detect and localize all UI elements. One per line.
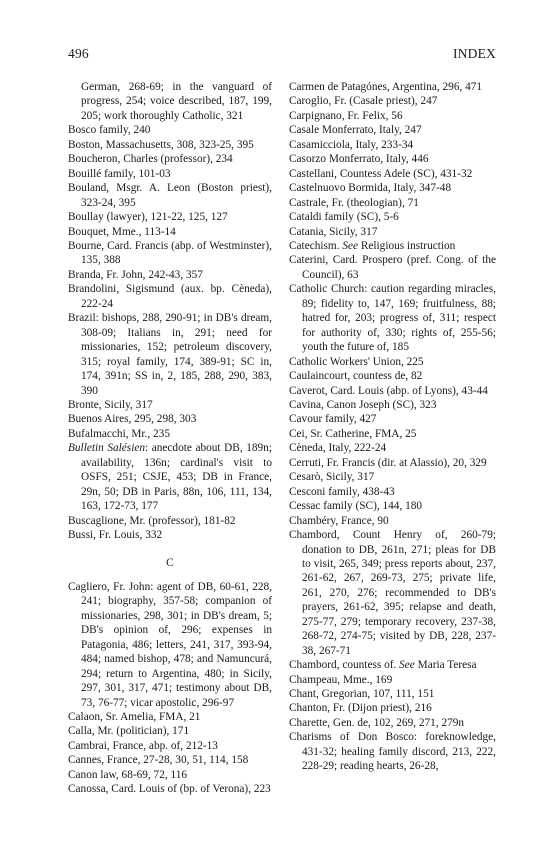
index-entry <box>68 753 272 767</box>
entry-text: Canossa, Card. Louis of (bp. of Verona), 223 <box>68 783 271 796</box>
index-entry <box>289 369 496 383</box>
index-entry <box>289 730 496 773</box>
entry-text: Cei, Sr. Catherine, FMA, 25 <box>289 427 417 440</box>
entry-text: Catechism. <box>289 239 343 252</box>
index-entry <box>289 398 496 412</box>
index-entry <box>289 687 496 701</box>
index-entry <box>289 225 496 239</box>
entry-text: Boullay (lawyer), 121-22, 125, 127 <box>68 211 228 224</box>
index-entry <box>289 470 496 484</box>
index-entry <box>289 80 496 94</box>
index-entry <box>289 456 496 470</box>
index-entry <box>68 311 272 398</box>
letter-heading: C <box>166 556 174 569</box>
entry-text: Calla, Mr. (politician), 171 <box>68 725 190 738</box>
index-entry <box>68 181 272 210</box>
entry-text: German, 268-69; in the vanguard of progress, 254; voice described, 187, 199, 205; work thoroughly Catholic, 321 <box>81 81 272 122</box>
entry-text: Brandolini, Sigismund (aux. bp. Cèneda), 222-24 <box>68 283 272 310</box>
index-entry-continuation <box>68 80 272 123</box>
entry-text: Cerruti, Fr. Francis (dir. at Alassio), 20, 329 <box>289 456 487 469</box>
entry-text: Cesconi family, 438-43 <box>289 485 395 498</box>
index-entry <box>68 580 272 710</box>
entry-text: Cataldi family (SC), 5-6 <box>289 211 399 224</box>
index-entry <box>289 514 496 528</box>
index-entry <box>68 528 272 542</box>
entry-text: Brazil: bishops, 288, 290-91; in DB's dream, 308-09; Italians in, 291; need for missionaries, 152; petroleum discovery, 315; royal family, 174, 389-91; SC in, 174, 391n; SS in, 2, 185, 288, 290, 383, 390 <box>68 312 272 397</box>
entry-text: Bouillé family, 101-03 <box>68 167 171 180</box>
entry-text: Casale Monferrato, Italy, 247 <box>289 124 422 137</box>
index-entry <box>289 196 496 210</box>
entry-text: Charisms of Don Bosco: foreknowledge, 431-32; healing family discord, 213, 222, 228-29; reading hearts, 26-28, <box>289 731 496 773</box>
entry-text: Carpignano, Fr. Felix, 56 <box>289 109 403 122</box>
entry-text: Castrale, Fr. (theologian), 71 <box>289 196 419 209</box>
index-entry <box>289 427 496 441</box>
index-column-left <box>68 80 272 797</box>
entry-text: Catania, Sicily, 317 <box>289 225 378 238</box>
see-reference: See <box>399 659 415 672</box>
index-entry <box>68 412 272 426</box>
entry-text: Boucheron, Charles (professor), 234 <box>68 153 233 166</box>
index-entry <box>289 282 496 354</box>
see-target: Religious instruction <box>358 239 456 252</box>
entry-text: Cessac family (SC), 144, 180 <box>289 500 423 513</box>
index-entry <box>289 123 496 137</box>
index-entry <box>289 716 496 730</box>
index-entry <box>68 398 272 412</box>
index-entry <box>289 253 496 282</box>
entry-text: Cambrai, France, abp. of, 212-13 <box>68 739 218 752</box>
entry-text: Cèneda, Italy, 222-24 <box>289 442 387 455</box>
entry-text: Chambord, Count Henry of, 260-79; donation to DB, 261n, 271; pleas for DB to visit, 265, 349; press reports about, 237, 261-62, 267, 269-73, 275; private life, 261, 270, 276; recommended to DB's prayers, 261-62, 395; relapse and death, 275-77, 279; temporary recovery, 237-38, 268-72, 274-75; visited by DB, 228, 237-38, 267-71 <box>289 529 496 657</box>
index-entry <box>289 239 496 253</box>
entry-text: Caroglio, Fr. (Casale priest), 247 <box>289 95 438 108</box>
index-entry <box>68 782 272 796</box>
entry-text: Cesarò, Sicily, 317 <box>289 471 375 484</box>
index-entry <box>289 412 496 426</box>
index-entry <box>68 138 272 152</box>
index-entry <box>289 109 496 123</box>
entry-text: Charette, Gen. de, 102, 269, 271, 279n <box>289 716 465 729</box>
entry-text: Cannes, France, 27-28, 30, 51, 114, 158 <box>68 754 249 767</box>
entry-text: Buscaglione, Mr. (professor), 181-82 <box>68 514 236 527</box>
entry-text: Casorzo Monferrato, Italy, 446 <box>289 153 429 166</box>
index-entry <box>68 514 272 528</box>
index-entry <box>289 441 496 455</box>
index-entry <box>289 701 496 715</box>
index-entry <box>68 427 272 441</box>
index-entry <box>289 384 496 398</box>
entry-text: Caverot, Card. Louis (abp. of Lyons), 43-44 <box>289 384 488 397</box>
index-entry <box>68 739 272 753</box>
entry-text: Caulaincourt, countess de, 82 <box>289 370 423 383</box>
see-reference: See <box>342 239 359 252</box>
entry-text: Castellani, Countess Adele (SC), 431-32 <box>289 167 473 180</box>
index-entry <box>289 673 496 687</box>
index-entry <box>289 485 496 499</box>
entry-text: Caterini, Card. Prospero (pref. Cong. of the Council), 63 <box>289 254 496 281</box>
index-entry <box>68 123 272 137</box>
entry-text: Catholic Workers' Union, 225 <box>289 355 424 368</box>
index-entry <box>289 138 496 152</box>
index-entry <box>68 167 272 181</box>
index-entry <box>289 499 496 513</box>
index-entry <box>289 181 496 195</box>
index-entry <box>68 152 272 166</box>
index-entry <box>68 225 272 239</box>
index-entry <box>289 152 496 166</box>
entry-text: Champeau, Mme., 169 <box>289 673 393 686</box>
entry-text: Chambord, countess of. <box>289 659 400 672</box>
entry-text: Cagliero, Fr. John: agent of DB, 60-61, 228, 241; biography, 357-58; companion of missionaries, 298, 301; in DB's dream, 5; DB's opinion of, 296; expenses in Patagonia, 486; letters, 241, 317, 393-94, 484; named bishop, 478; and Namuncurá, 294; return to Argentina, 480; in Sicily, 297, 301, 317, 471; testimony about DB, 73, 76-77; vicar apostolic, 296-97 <box>68 580 272 709</box>
entry-text: Casamicciola, Italy, 233-34 <box>289 138 414 151</box>
entry-text: Calaon, Sr. Amelia, FMA, 21 <box>68 711 201 724</box>
index-entry <box>289 658 496 672</box>
entry-text: Buenos Aires, 295, 298, 303 <box>68 413 197 426</box>
see-target: Maria Teresa <box>414 659 477 672</box>
entry-text: Bronte, Sicily, 317 <box>68 398 153 411</box>
entry-text: Bourne, Card. Francis (abp. of Westminster), 135, 388 <box>68 239 272 267</box>
index-entry <box>68 441 272 513</box>
index-entry <box>68 210 272 224</box>
entry-text: Boston, Massachusetts, 308, 323-25, 395 <box>68 138 254 151</box>
index-entry <box>68 724 272 738</box>
entry-text: Cavina, Canon Joseph (SC), 323 <box>289 398 437 411</box>
entry-text: Bosco family, 240 <box>68 124 151 137</box>
entry-text: Catholic Church: caution regarding miracles, 89; fidelity to, 147, 169; fruitfulness, 88; hatred for, 203; progress of, 311; respect for authority of, 330; rights of, 255-56; youth the future of, 185 <box>289 283 496 354</box>
entry-text: Bussi, Fr. Louis, 332 <box>68 529 163 542</box>
entry-text: Chanton, Fr. (Dijon priest), 216 <box>289 702 432 715</box>
entry-title-italic: Bulletin Salésien <box>68 442 145 455</box>
entry-text: Bouland, Msgr. A. Leon (Boston priest), 323-24, 395 <box>68 182 272 209</box>
index-entry <box>289 528 496 658</box>
entry-text: Carmen de Patagónes, Argentina, 296, 471 <box>289 81 483 93</box>
entry-text: Bufalmacchi, Mr., 235 <box>68 427 170 440</box>
page-number: 496 <box>68 46 89 61</box>
index-entry <box>289 355 496 369</box>
running-head: INDEX <box>453 46 496 61</box>
index-entry <box>68 268 272 282</box>
index-column-right <box>289 80 496 774</box>
entry-text: Cavour family, 427 <box>289 413 377 426</box>
index-entry <box>68 239 272 268</box>
entry-text: Chant, Gregorian, 107, 111, 151 <box>289 688 435 701</box>
entry-text: Branda, Fr. John, 242-43, 357 <box>68 268 203 281</box>
entry-text: Chambéry, France, 90 <box>289 514 389 527</box>
index-entry <box>289 167 496 181</box>
index-entry <box>289 94 496 108</box>
entry-text: : anecdote about DB, 189n; availability, 136n; cardinal's visit to OSFS, 251; CSJE, 453; DB in France, 29n, 50; DB in Paris, 88n, 106, 111, 134, 163, 172-73, 177 <box>81 442 272 513</box>
entry-text: Bouquet, Mme., 113-14 <box>68 225 176 238</box>
index-entry <box>68 710 272 724</box>
entry-text: Canon law, 68-69, 72, 116 <box>68 768 188 781</box>
index-entry <box>68 768 272 782</box>
index-entry <box>68 282 272 311</box>
index-entry <box>289 210 496 224</box>
entry-text: Castelnuovo Bormida, Italy, 347-48 <box>289 182 452 195</box>
